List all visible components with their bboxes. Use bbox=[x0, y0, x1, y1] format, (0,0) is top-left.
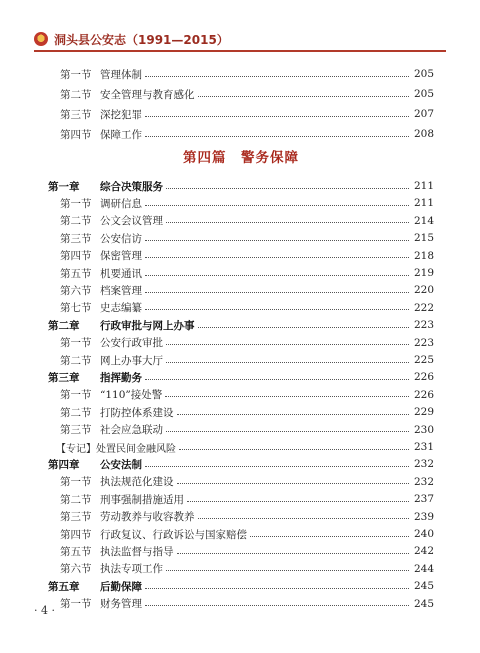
toc-entry-page: 219 bbox=[413, 267, 434, 279]
toc-entry-number: 第二章 bbox=[48, 319, 80, 332]
dot-leader bbox=[198, 327, 410, 328]
toc-entry-page: 222 bbox=[413, 301, 434, 314]
toc-entry-title: 公安行政审批 bbox=[100, 337, 163, 350]
toc-entry-title: 机要通讯 bbox=[100, 267, 142, 280]
toc-entry-title: 行政审批与网上办事 bbox=[100, 319, 195, 332]
dot-leader bbox=[145, 257, 409, 258]
toc-entry-number: 第三节 bbox=[60, 424, 92, 437]
toc-entry-number: 第一节 bbox=[60, 389, 92, 402]
dot-leader bbox=[187, 501, 409, 502]
toc-entry-number: 第二节 bbox=[60, 354, 92, 367]
toc-section-row bbox=[48, 404, 434, 420]
toc-entry-title: 公安法制 bbox=[100, 458, 142, 471]
dot-leader bbox=[145, 240, 409, 241]
dot-leader bbox=[177, 414, 410, 415]
toc-section-row bbox=[48, 195, 434, 211]
toc-entry-title: 打防控体系建设 bbox=[100, 406, 174, 419]
toc-entry-title: 劳动教养与收容教养 bbox=[100, 511, 195, 524]
toc-entry-page: 237 bbox=[413, 493, 434, 506]
toc-section-row bbox=[48, 491, 434, 507]
toc-section-row bbox=[48, 86, 434, 102]
toc-chapter-row bbox=[48, 578, 434, 594]
toc-section-row bbox=[48, 230, 434, 246]
toc-section-row bbox=[48, 596, 434, 612]
toc-entry-title: 行政复议、行政诉讼与国家赔偿 bbox=[100, 528, 247, 541]
toc-entry-title: 安全管理与教育感化 bbox=[100, 88, 195, 101]
toc-entry-title: 保密管理 bbox=[100, 250, 142, 263]
toc-entry-title: 刑事强制措施适用 bbox=[100, 493, 184, 506]
toc-entry-page: 220 bbox=[413, 284, 434, 297]
toc-entry-number: 第四节 bbox=[60, 528, 92, 541]
dot-leader bbox=[145, 76, 409, 77]
toc-entry-number: 第四节 bbox=[60, 250, 92, 263]
toc-section-row bbox=[48, 66, 434, 82]
toc-entry-page: 226 bbox=[413, 388, 434, 401]
toc-entry-number: 第一节 bbox=[60, 68, 92, 81]
toc-entry-title: 深挖犯罪 bbox=[100, 108, 142, 121]
dot-leader bbox=[145, 116, 409, 117]
toc-section-row bbox=[48, 509, 434, 525]
toc-entry-page: 240 bbox=[413, 528, 434, 540]
toc-entry-page: 229 bbox=[413, 406, 434, 419]
dot-leader bbox=[166, 188, 409, 189]
header-divider bbox=[34, 50, 446, 52]
toc-entry-number: 第二节 bbox=[60, 493, 92, 506]
toc-entry-title: 指挥勤务 bbox=[100, 371, 142, 384]
toc-entry-title: 公文会议管理 bbox=[100, 215, 163, 228]
toc-entry-page: 226 bbox=[413, 371, 434, 384]
toc-entry-title: 【专记】处置民间金融风险 bbox=[56, 443, 176, 455]
toc-section-row bbox=[48, 213, 434, 229]
toc-entry-page: 245 bbox=[413, 580, 434, 593]
toc-entry-page: 225 bbox=[413, 354, 434, 366]
dot-leader bbox=[145, 466, 409, 467]
toc-entry-page: 239 bbox=[413, 510, 434, 523]
toc-entry-number: 第四节 bbox=[60, 128, 92, 141]
page-number: · 4 · bbox=[34, 604, 55, 617]
toc-entry-number: 第二节 bbox=[60, 88, 92, 101]
dot-leader bbox=[250, 536, 409, 537]
dot-leader bbox=[166, 362, 409, 363]
toc-entry-title: 公安信访 bbox=[100, 232, 142, 245]
dot-leader bbox=[177, 553, 410, 554]
toc-entry-page: 223 bbox=[413, 319, 434, 332]
toc-entry-title: 史志编纂 bbox=[100, 302, 142, 315]
toc-section-row bbox=[48, 387, 434, 403]
toc-section-row bbox=[48, 526, 434, 542]
toc-entry-page: 230 bbox=[413, 423, 434, 436]
toc-entry-number: 第五章 bbox=[48, 580, 80, 593]
dot-leader bbox=[145, 605, 409, 606]
toc-entry-number: 第五节 bbox=[60, 545, 92, 558]
toc-entry-title: 后勤保障 bbox=[100, 580, 142, 593]
police-emblem-icon bbox=[34, 32, 48, 46]
toc-entry-page: 231 bbox=[413, 441, 434, 453]
toc-entry-page: 215 bbox=[413, 232, 434, 245]
toc-entry-number: 第一节 bbox=[60, 197, 92, 210]
dot-leader bbox=[179, 449, 409, 450]
toc-chapter-row bbox=[48, 178, 434, 194]
toc-section-row bbox=[48, 543, 434, 559]
toc-entry-title: 调研信息 bbox=[100, 197, 142, 210]
toc-entry-page: 214 bbox=[413, 214, 434, 227]
toc-entry-page: 218 bbox=[413, 249, 434, 262]
toc-entry-page: 205 bbox=[413, 68, 434, 80]
toc-section-row bbox=[48, 300, 434, 316]
toc-entry-title: 社会应急联动 bbox=[100, 424, 163, 437]
toc-entry-page: 211 bbox=[413, 197, 434, 210]
toc-entry-title: 保障工作 bbox=[100, 128, 142, 141]
dot-leader bbox=[145, 292, 409, 293]
toc-section-row bbox=[48, 474, 434, 490]
toc-entry-title: 管理体制 bbox=[100, 68, 142, 81]
toc-entry-page: 232 bbox=[413, 458, 434, 471]
dot-leader bbox=[145, 275, 409, 276]
page-header bbox=[34, 28, 446, 50]
toc-entry-number: 第七节 bbox=[60, 302, 92, 315]
toc-entry-number: 第二节 bbox=[60, 406, 92, 419]
dot-leader bbox=[166, 344, 409, 345]
toc-entry-page: 211 bbox=[413, 180, 434, 192]
toc-entry-title: 综合决策服务 bbox=[100, 180, 163, 193]
toc-entry-page: 244 bbox=[413, 562, 434, 575]
toc-entry-title: 财务管理 bbox=[100, 598, 142, 611]
toc-chapter-row bbox=[48, 456, 434, 472]
toc-section-row bbox=[48, 352, 434, 368]
dot-leader bbox=[198, 518, 410, 519]
toc-entry-number: 第一章 bbox=[48, 180, 80, 193]
toc-entry-page: 208 bbox=[413, 128, 434, 140]
dot-leader bbox=[198, 96, 410, 97]
toc-section-row bbox=[48, 282, 434, 298]
toc-entry-number: 第六节 bbox=[60, 563, 92, 576]
toc-section-row bbox=[48, 561, 434, 577]
toc-entry-number: 第一节 bbox=[60, 476, 92, 489]
toc-entry-number: 第二节 bbox=[60, 215, 92, 228]
dot-leader bbox=[165, 396, 409, 397]
toc-section-row bbox=[48, 106, 434, 122]
toc-special-row bbox=[48, 439, 434, 455]
toc-entry-title: 执法专项工作 bbox=[100, 563, 163, 576]
toc-section-row bbox=[48, 126, 434, 142]
toc-entry-title: 执法规范化建设 bbox=[100, 476, 174, 489]
dot-leader bbox=[145, 309, 409, 310]
toc-section-row bbox=[48, 422, 434, 438]
dot-leader bbox=[166, 222, 409, 223]
toc-entry-number: 第三章 bbox=[48, 371, 80, 384]
toc-entry-number: 第四章 bbox=[48, 458, 80, 471]
toc-entry-page: 223 bbox=[413, 336, 434, 349]
part-heading: 第四篇 警务保障 bbox=[183, 150, 299, 166]
dot-leader bbox=[166, 570, 409, 571]
toc-chapter-row bbox=[48, 369, 434, 385]
toc-entry-number: 第一节 bbox=[60, 598, 92, 611]
toc-entry-page: 207 bbox=[413, 108, 434, 120]
toc-entry-title: 网上办事大厅 bbox=[100, 354, 163, 367]
dot-leader bbox=[145, 136, 409, 137]
toc-chapter-row bbox=[48, 317, 434, 333]
toc-entry-page: 242 bbox=[413, 545, 434, 558]
toc-entry-number: 第六节 bbox=[60, 284, 92, 297]
toc-section-row bbox=[48, 335, 434, 351]
toc-section-row bbox=[48, 265, 434, 281]
toc-entry-number: 第五节 bbox=[60, 267, 92, 280]
toc-entry-page: 245 bbox=[413, 597, 434, 610]
toc-entry-number: 第三节 bbox=[60, 108, 92, 121]
toc-section-row bbox=[48, 248, 434, 264]
toc-entry-title: “110”接处警 bbox=[100, 389, 163, 402]
toc-entry-number: 第一节 bbox=[60, 337, 92, 350]
dot-leader bbox=[177, 483, 410, 484]
dot-leader bbox=[145, 205, 409, 206]
book-title: 洞头县公安志（1991—2015） bbox=[54, 32, 229, 47]
toc-entry-title: 档案管理 bbox=[100, 284, 142, 297]
dot-leader bbox=[145, 588, 409, 589]
toc-entry-number: 第三节 bbox=[60, 511, 92, 524]
toc-entry-page: 232 bbox=[413, 475, 434, 488]
toc-entry-title: 执法监督与指导 bbox=[100, 545, 174, 558]
dot-leader bbox=[166, 431, 409, 432]
toc-entry-page: 205 bbox=[413, 88, 434, 100]
toc-entry-number: 第三节 bbox=[60, 232, 92, 245]
dot-leader bbox=[145, 379, 409, 380]
